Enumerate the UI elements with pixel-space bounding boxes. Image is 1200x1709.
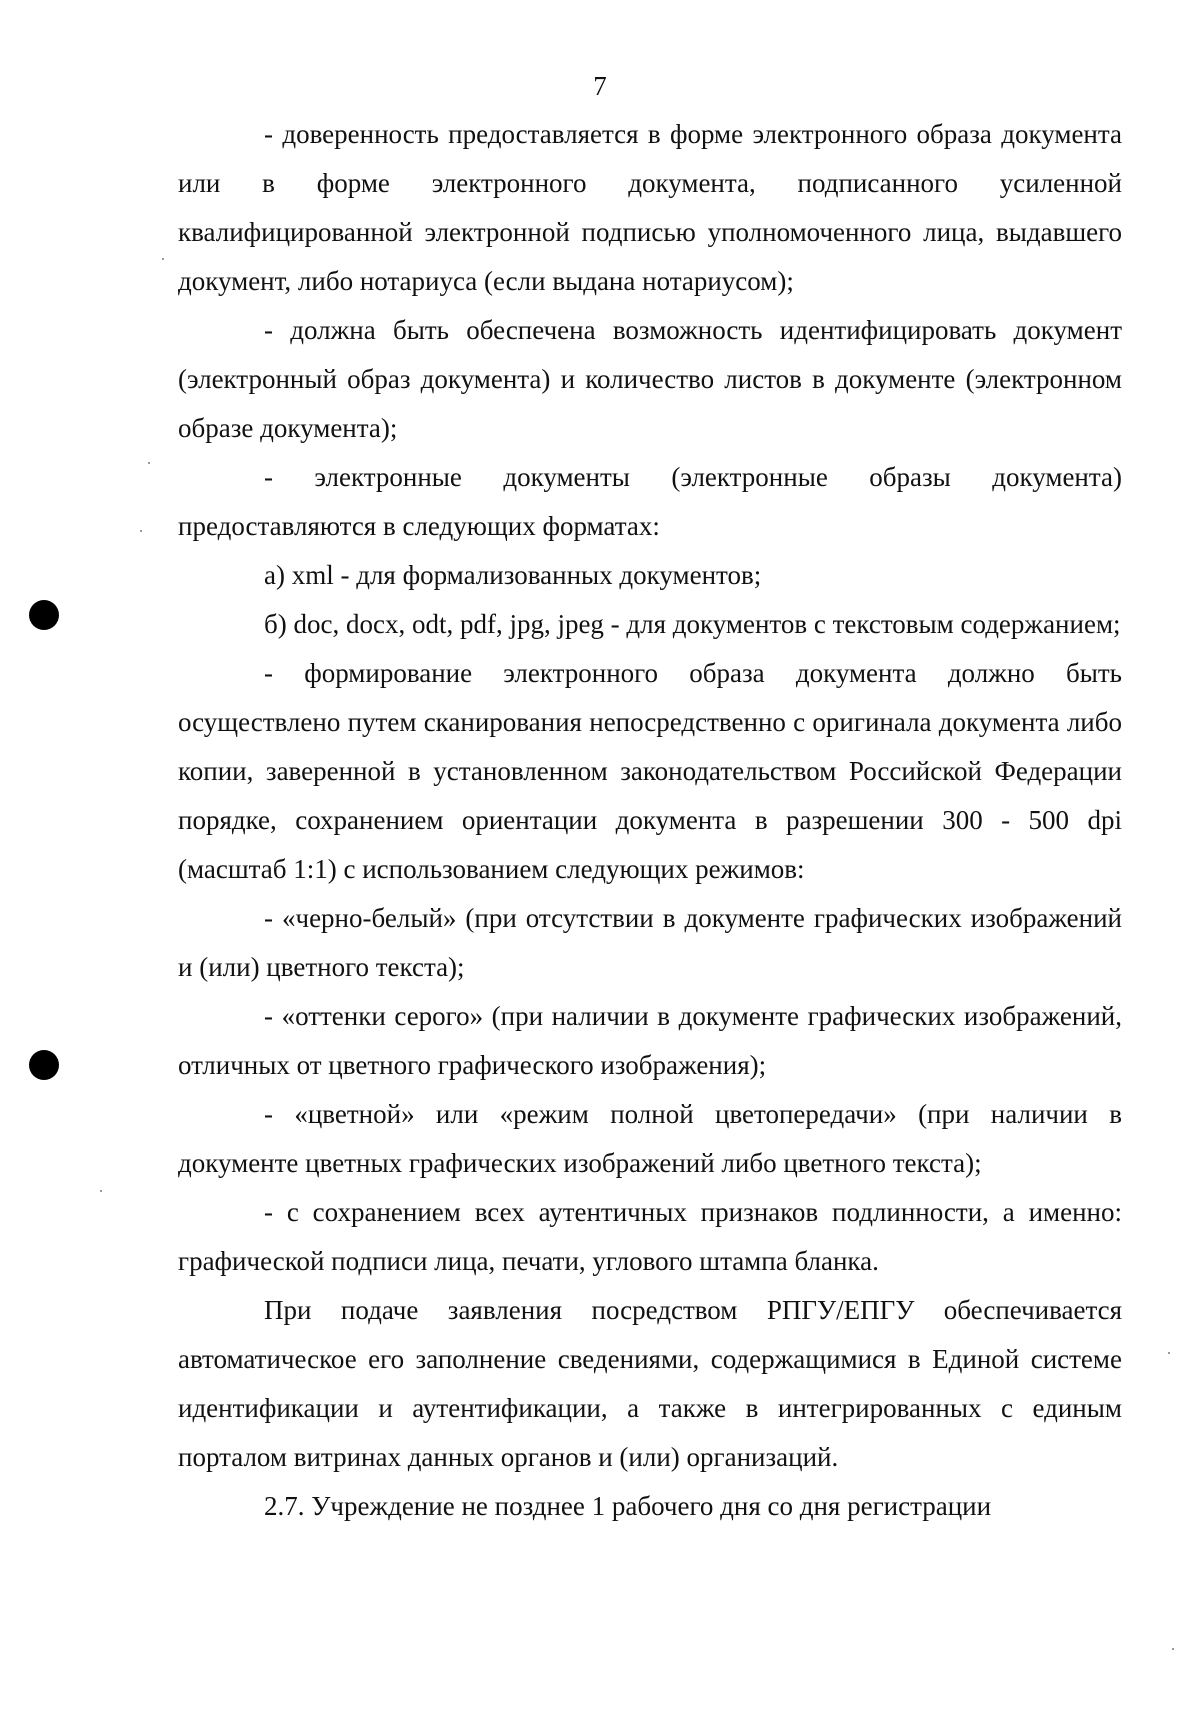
scan-speck xyxy=(1172,1648,1174,1650)
paragraph-scanning: - формирование электронного образа документа должно быть осуществлено путем сканирования непосредственно с оригинала документа либо копии, заверенной в установленном законодательством Российской Федерации порядке, сохранением ориентации документа в разрешении 300 - 500 dpi (масштаб 1:1) с использованием следующих режимов: xyxy=(178,658,1122,884)
scan-speck xyxy=(140,530,142,532)
paragraph-identification: - должна быть обеспечена возможность идентифицировать документ (электронный образ документа) и количество листов в документе (электронном образе документа); xyxy=(178,315,1122,443)
paragraph-authenticity: - с сохранением всех аутентичных признаков подлинности, а именно: графической подписи лица, печати, углового штампа бланка. xyxy=(178,1197,1122,1276)
punch-hole-top xyxy=(29,600,59,630)
document-body xyxy=(178,110,1122,1531)
scan-speck xyxy=(162,258,164,260)
scan-speck xyxy=(1168,1352,1170,1354)
paragraph-mode-bw: - «черно-белый» (при отсутствии в документе графических изображений и (или) цветного текста); xyxy=(178,903,1122,982)
paragraph-power-of-attorney: - доверенность предоставляется в форме электронного образа документа или в форме электронного документа, подписанного усиленной квалифицированной электронной подписью уполномоченного лица, выдавшего документ, либо нотариуса (если выдана нотариусом); xyxy=(178,119,1122,296)
paragraph-format-text: б) doc, docx, odt, pdf, jpg, jpeg - для документов с текстовым содержанием; xyxy=(264,609,1121,639)
paragraph-format-xml: а) xml - для формализованных документов; xyxy=(264,560,762,590)
page-number: 7 xyxy=(593,71,607,101)
paragraph-mode-grayscale: - «оттенки серого» (при наличии в документе графических изображений, отличных от цветного графического изображения); xyxy=(178,1001,1122,1080)
scan-speck xyxy=(148,462,150,464)
scan-speck xyxy=(100,1190,102,1192)
punch-hole-bottom xyxy=(29,1050,59,1080)
paragraph-section-2-7: 2.7. Учреждение не позднее 1 рабочего дня со дня регистрации xyxy=(264,1491,992,1521)
paragraph-rpgu: При подаче заявления посредством РПГУ/ЕПГУ обеспечивается автоматическое его заполнение сведениями, содержащимися в Единой системе идентификации и аутентификации, а также в интегрированных с единым порталом витринах данных органов и (или) организаций. xyxy=(178,1295,1122,1472)
paragraph-mode-color: - «цветной» или «режим полной цветопередачи» (при наличии в документе цветных графических изображений либо цветного текста); xyxy=(178,1099,1122,1178)
paragraph-formats: - электронные документы (электронные образы документа) предоставляются в следующих форматах: xyxy=(178,462,1122,541)
